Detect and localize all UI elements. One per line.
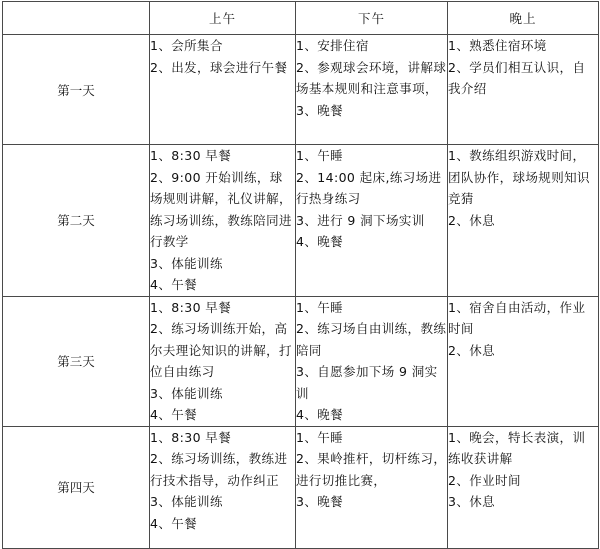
day-row-3: [3, 296, 599, 426]
schedule-item: 2、果岭推杆，切杆练习，进行切推比赛，: [296, 451, 447, 488]
schedule-item: 3、体能训练: [150, 494, 223, 509]
schedule-item: 1、晚会，特长表演，训练收获讲解: [448, 429, 586, 466]
afternoon-cell: [296, 426, 448, 548]
schedule-item: 1、会所集合: [150, 38, 223, 53]
schedule-item: 2、练习场训练，教练进行技术指导，动作纠正: [150, 451, 288, 488]
schedule-item: 4、午餐: [150, 407, 198, 422]
evening-cell: [448, 426, 599, 548]
morning-cell: [150, 145, 296, 297]
schedule-item: 3、自愿参加下场 9 洞实训: [296, 364, 438, 401]
schedule-table: [2, 1, 599, 549]
schedule-item: 4、晚餐: [296, 407, 344, 422]
schedule-item: 2、学员们相互认识，自我介绍: [448, 59, 586, 96]
header-row: [3, 2, 599, 35]
schedule-item: 1、午睡: [296, 299, 344, 315]
header-morning: 上午: [150, 2, 296, 35]
day-row-1: [3, 35, 599, 145]
schedule-item: 3、体能训练: [150, 385, 223, 401]
schedule-item: 1、午睡: [296, 148, 344, 163]
day-label: 第四天: [3, 426, 150, 548]
schedule-item: 1、8:30 早餐: [150, 429, 232, 445]
evening-cell: [448, 35, 599, 145]
evening-cell: [448, 145, 599, 297]
schedule-item: 1、教练组织游戏时间，团队协作，球场规则知识竞猜: [448, 148, 590, 206]
schedule-item: 1、安排住宿: [296, 38, 369, 53]
day-row-2: [3, 145, 599, 297]
schedule-item: 2、休息: [448, 212, 496, 228]
schedule-item: 1、宿舍自由活动，作业时间: [448, 299, 586, 336]
schedule-item: 4、晚餐: [296, 234, 344, 249]
evening-cell: [448, 296, 599, 426]
schedule-item: 3、进行 9 洞下场实训: [296, 212, 425, 228]
schedule-item: 2、参观球会环境，讲解球场基本规则和注意事项，: [296, 59, 447, 96]
header-evening: 晚上: [448, 2, 599, 35]
morning-cell: [150, 35, 296, 145]
day-row-4: [3, 426, 599, 548]
schedule-item: 3、体能训练: [150, 255, 223, 271]
schedule-item: 1、熟悉住宿环境: [448, 38, 547, 53]
schedule-item: 4、午餐: [150, 515, 198, 531]
header-afternoon: 下午: [296, 2, 448, 35]
schedule-item: 3、晚餐: [296, 494, 344, 509]
schedule-item: 2、9:00 开始训练，球场规则讲解，礼仪讲解，练习场训练，教练陪同进行教学: [150, 169, 292, 249]
afternoon-cell: [296, 35, 448, 145]
schedule-item: 1、午睡: [296, 429, 344, 445]
schedule-item: 2、作业时间: [448, 472, 521, 488]
corner-cell: [3, 2, 150, 35]
schedule-item: 2、练习场自由训练，教练陪同: [296, 321, 447, 358]
morning-cell: [150, 426, 296, 548]
schedule-item: 2、练习场训练开始，高尔夫理论知识的讲解，打位自由练习: [150, 321, 292, 379]
afternoon-cell: [296, 145, 448, 297]
schedule-item: 3、休息: [448, 494, 496, 509]
schedule-item: 2、出发，球会进行午餐: [150, 59, 288, 75]
day-label: 第二天: [3, 145, 150, 297]
day-label: 第一天: [3, 35, 150, 145]
schedule-item: 1、8:30 早餐: [150, 299, 232, 315]
schedule-item: 2、休息: [448, 342, 496, 358]
morning-cell: [150, 296, 296, 426]
schedule-item: 1、8:30 早餐: [150, 148, 232, 163]
schedule-item: 2、14:00 起床,练习场进行热身练习: [296, 169, 442, 206]
afternoon-cell: [296, 296, 448, 426]
schedule-item: 3、晚餐: [296, 102, 344, 118]
day-label: 第三天: [3, 296, 150, 426]
schedule-item: 4、午餐: [150, 277, 198, 292]
